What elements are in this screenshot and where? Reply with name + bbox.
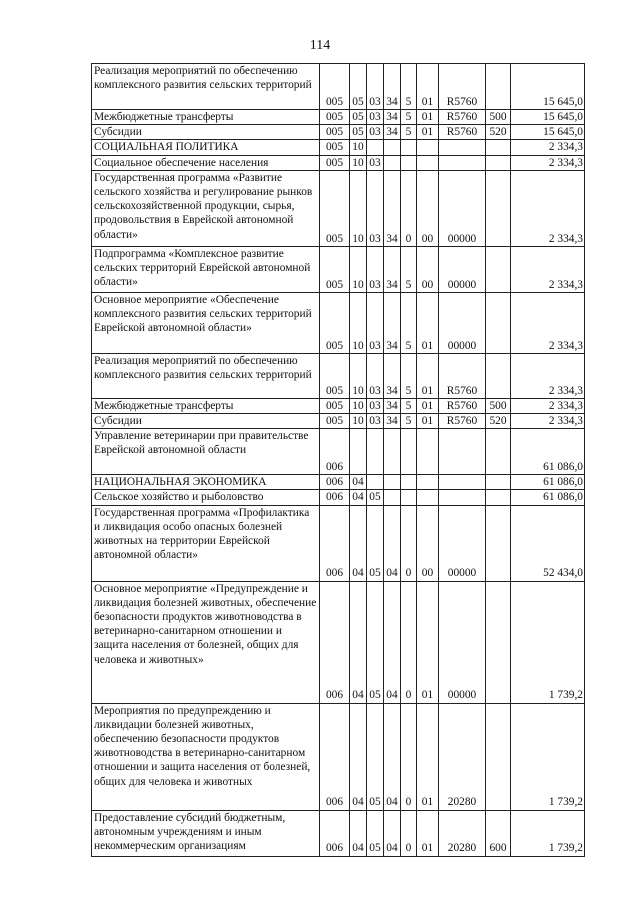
cell-vr (486, 170, 511, 246)
cell-vr (486, 292, 511, 353)
cell-name: Межбюджетные трансферты (92, 398, 320, 413)
cell-cs2 (401, 140, 417, 155)
cell-rz: 04 (350, 581, 367, 703)
table-row (92, 292, 585, 353)
cell-cs3: 01 (417, 398, 439, 413)
cell-pr: 03 (367, 170, 384, 246)
table-row (92, 703, 585, 810)
cell-pr (367, 475, 384, 490)
cell-rz: 04 (350, 703, 367, 810)
cell-vr (486, 64, 511, 110)
cell-cs3: 01 (417, 125, 439, 140)
cell-cs3: 00 (417, 170, 439, 246)
table-row (92, 505, 585, 581)
cell-name: Мероприятия по предупреждению и ликвидации болезней животных, обеспечению безопасности продуктов животноводства в ветеринарно-санитарном отношении и защита населения от болезней, общих для человека и животных (92, 703, 320, 810)
cell-cs2: 5 (401, 414, 417, 429)
cell-pr: 05 (367, 810, 384, 856)
cell-vr (486, 490, 511, 505)
cell-name: Государственная программа «Профилактика и ликвидация особо опасных болезней животных на территории Еврейской автономной области» (92, 505, 320, 581)
cell-ved: 005 (320, 110, 350, 125)
cell-cs3: 00 (417, 505, 439, 581)
cell-cs3 (417, 429, 439, 475)
table-row (92, 475, 585, 490)
cell-pr: 03 (367, 398, 384, 413)
cell-ved: 005 (320, 64, 350, 110)
table-row (92, 155, 585, 170)
cell-sum: 2 334,3 (511, 292, 585, 353)
cell-ved: 005 (320, 125, 350, 140)
cell-name: Сельское хозяйство и рыболовство (92, 490, 320, 505)
cell-cs1: 34 (384, 246, 401, 292)
table-row (92, 110, 585, 125)
cell-vr (486, 246, 511, 292)
cell-cs4: 00000 (439, 581, 486, 703)
cell-name: Субсидии (92, 414, 320, 429)
cell-cs3: 01 (417, 64, 439, 110)
cell-ved: 006 (320, 810, 350, 856)
cell-cs3: 01 (417, 581, 439, 703)
cell-rz: 10 (350, 398, 367, 413)
cell-cs1: 34 (384, 110, 401, 125)
cell-pr: 05 (367, 505, 384, 581)
table-row (92, 64, 585, 110)
cell-rz: 10 (350, 414, 367, 429)
table-row (92, 140, 585, 155)
cell-sum: 2 334,3 (511, 155, 585, 170)
cell-cs4: 20280 (439, 810, 486, 856)
cell-vr: 600 (486, 810, 511, 856)
cell-cs1: 34 (384, 292, 401, 353)
cell-cs2: 5 (401, 110, 417, 125)
cell-rz: 10 (350, 246, 367, 292)
cell-cs4 (439, 429, 486, 475)
budget-table (91, 63, 585, 857)
cell-sum: 2 334,3 (511, 398, 585, 413)
cell-ved: 005 (320, 170, 350, 246)
cell-cs3: 00 (417, 246, 439, 292)
cell-cs3: 01 (417, 353, 439, 398)
cell-cs1 (384, 155, 401, 170)
cell-vr (486, 140, 511, 155)
cell-rz: 10 (350, 140, 367, 155)
cell-pr: 05 (367, 703, 384, 810)
cell-cs1 (384, 429, 401, 475)
cell-vr: 520 (486, 414, 511, 429)
cell-ved: 005 (320, 292, 350, 353)
cell-ved: 006 (320, 475, 350, 490)
table-row (92, 810, 585, 856)
cell-cs3: 01 (417, 414, 439, 429)
cell-cs1 (384, 140, 401, 155)
cell-rz: 10 (350, 353, 367, 398)
table-row (92, 429, 585, 475)
cell-sum: 2 334,3 (511, 353, 585, 398)
cell-cs4: R5760 (439, 414, 486, 429)
cell-cs3 (417, 140, 439, 155)
cell-sum: 15 645,0 (511, 110, 585, 125)
cell-name: Реализация мероприятий по обеспечению комплексного развития сельских территорий (92, 64, 320, 110)
cell-sum: 15 645,0 (511, 64, 585, 110)
cell-cs4: R5760 (439, 110, 486, 125)
cell-cs1: 04 (384, 581, 401, 703)
cell-cs1: 04 (384, 505, 401, 581)
table-row (92, 125, 585, 140)
cell-ved: 006 (320, 505, 350, 581)
cell-cs4: R5760 (439, 125, 486, 140)
cell-cs2: 0 (401, 810, 417, 856)
cell-rz: 10 (350, 170, 367, 246)
table-row (92, 398, 585, 413)
cell-rz: 04 (350, 810, 367, 856)
cell-rz: 10 (350, 155, 367, 170)
cell-cs2: 5 (401, 353, 417, 398)
cell-name: СОЦИАЛЬНАЯ ПОЛИТИКА (92, 140, 320, 155)
cell-name: НАЦИОНАЛЬНАЯ ЭКОНОМИКА (92, 475, 320, 490)
cell-vr (486, 505, 511, 581)
cell-ved: 006 (320, 581, 350, 703)
cell-vr (486, 581, 511, 703)
cell-pr: 05 (367, 581, 384, 703)
cell-rz: 04 (350, 490, 367, 505)
cell-cs2: 5 (401, 125, 417, 140)
cell-cs4: R5760 (439, 398, 486, 413)
table-row (92, 490, 585, 505)
table-row (92, 414, 585, 429)
cell-pr: 03 (367, 246, 384, 292)
cell-ved: 005 (320, 246, 350, 292)
cell-pr: 03 (367, 64, 384, 110)
table-row (92, 246, 585, 292)
cell-cs4 (439, 490, 486, 505)
cell-cs4: R5760 (439, 64, 486, 110)
cell-ved: 005 (320, 414, 350, 429)
cell-ved: 005 (320, 155, 350, 170)
cell-vr: 500 (486, 110, 511, 125)
cell-name: Основное мероприятие «Предупреждение и ликвидация болезней животных, обеспечение безопасности продуктов животноводства в ветеринарно-санитарном отношении и защита населения от болезней, общих для человека и животных» (92, 581, 320, 703)
cell-sum: 2 334,3 (511, 246, 585, 292)
cell-cs4: 20280 (439, 703, 486, 810)
cell-name: Реализация мероприятий по обеспечению комплексного развития сельских территорий (92, 353, 320, 398)
cell-rz: 04 (350, 475, 367, 490)
cell-sum: 1 739,2 (511, 810, 585, 856)
table-body (92, 64, 585, 857)
cell-cs2: 0 (401, 505, 417, 581)
cell-cs1: 04 (384, 810, 401, 856)
cell-name: Субсидии (92, 125, 320, 140)
cell-pr: 03 (367, 353, 384, 398)
cell-cs1 (384, 475, 401, 490)
cell-cs3: 01 (417, 703, 439, 810)
cell-cs3 (417, 475, 439, 490)
cell-name: Предоставление субсидий бюджетным, автономным учреждениям и иным некоммерческим организациям (92, 810, 320, 856)
table-row (92, 581, 585, 703)
cell-pr: 03 (367, 125, 384, 140)
cell-vr (486, 475, 511, 490)
cell-cs4: 00000 (439, 505, 486, 581)
page-number: 114 (309, 38, 331, 53)
cell-name: Основное мероприятие «Обеспечение комплексного развития сельских территорий Еврейской автономной области» (92, 292, 320, 353)
cell-cs1: 34 (384, 64, 401, 110)
cell-sum: 2 334,3 (511, 414, 585, 429)
cell-sum: 61 086,0 (511, 490, 585, 505)
cell-rz: 05 (350, 64, 367, 110)
cell-name: Подпрограмма «Комплексное развитие сельских территорий Еврейской автономной области» (92, 246, 320, 292)
cell-vr (486, 429, 511, 475)
cell-cs4 (439, 155, 486, 170)
cell-cs2: 0 (401, 170, 417, 246)
cell-cs2: 5 (401, 64, 417, 110)
cell-cs4: 00000 (439, 170, 486, 246)
cell-cs4: 00000 (439, 246, 486, 292)
cell-sum: 2 334,3 (511, 140, 585, 155)
cell-vr: 520 (486, 125, 511, 140)
cell-cs1: 04 (384, 703, 401, 810)
cell-pr: 05 (367, 490, 384, 505)
cell-rz: 05 (350, 125, 367, 140)
cell-ved: 006 (320, 703, 350, 810)
cell-vr: 500 (486, 398, 511, 413)
cell-cs3: 01 (417, 292, 439, 353)
cell-ved: 006 (320, 429, 350, 475)
cell-name: Государственная программа «Развитие сельского хозяйства и регулирование рынков сельскохозяйственной продукции, сырья, продовольствия в Еврейской автономной области» (92, 170, 320, 246)
cell-name: Управление ветеринарии при правительстве Еврейской автономной области (92, 429, 320, 475)
cell-pr (367, 140, 384, 155)
cell-rz (350, 429, 367, 475)
cell-cs4: R5760 (439, 353, 486, 398)
cell-cs4 (439, 475, 486, 490)
cell-cs3: 01 (417, 810, 439, 856)
table-row (92, 353, 585, 398)
cell-cs2: 0 (401, 703, 417, 810)
cell-cs2: 0 (401, 581, 417, 703)
cell-ved: 005 (320, 140, 350, 155)
cell-name: Социальное обеспечение населения (92, 155, 320, 170)
cell-cs4: 00000 (439, 292, 486, 353)
cell-sum: 1 739,2 (511, 581, 585, 703)
cell-cs1 (384, 490, 401, 505)
cell-vr (486, 353, 511, 398)
cell-cs3 (417, 155, 439, 170)
cell-sum: 15 645,0 (511, 125, 585, 140)
cell-cs1: 34 (384, 398, 401, 413)
table-row (92, 170, 585, 246)
cell-sum: 61 086,0 (511, 429, 585, 475)
cell-rz: 05 (350, 110, 367, 125)
cell-cs2: 5 (401, 398, 417, 413)
cell-vr (486, 155, 511, 170)
cell-sum: 61 086,0 (511, 475, 585, 490)
cell-cs2 (401, 429, 417, 475)
cell-ved: 005 (320, 353, 350, 398)
cell-cs3 (417, 490, 439, 505)
cell-cs2 (401, 475, 417, 490)
cell-cs1: 34 (384, 125, 401, 140)
cell-cs2 (401, 155, 417, 170)
cell-pr: 03 (367, 110, 384, 125)
cell-cs1: 34 (384, 353, 401, 398)
cell-ved: 006 (320, 490, 350, 505)
cell-cs4 (439, 140, 486, 155)
cell-sum: 1 739,2 (511, 703, 585, 810)
cell-sum: 52 434,0 (511, 505, 585, 581)
cell-ved: 005 (320, 398, 350, 413)
cell-sum: 2 334,3 (511, 170, 585, 246)
cell-rz: 04 (350, 505, 367, 581)
cell-rz: 10 (350, 292, 367, 353)
cell-pr (367, 429, 384, 475)
cell-pr: 03 (367, 414, 384, 429)
cell-name: Межбюджетные трансферты (92, 110, 320, 125)
cell-cs1: 34 (384, 170, 401, 246)
cell-cs2: 5 (401, 292, 417, 353)
cell-cs3: 01 (417, 110, 439, 125)
cell-vr (486, 703, 511, 810)
cell-cs1: 34 (384, 414, 401, 429)
cell-cs2: 5 (401, 246, 417, 292)
cell-pr: 03 (367, 292, 384, 353)
cell-pr: 03 (367, 155, 384, 170)
cell-cs2 (401, 490, 417, 505)
